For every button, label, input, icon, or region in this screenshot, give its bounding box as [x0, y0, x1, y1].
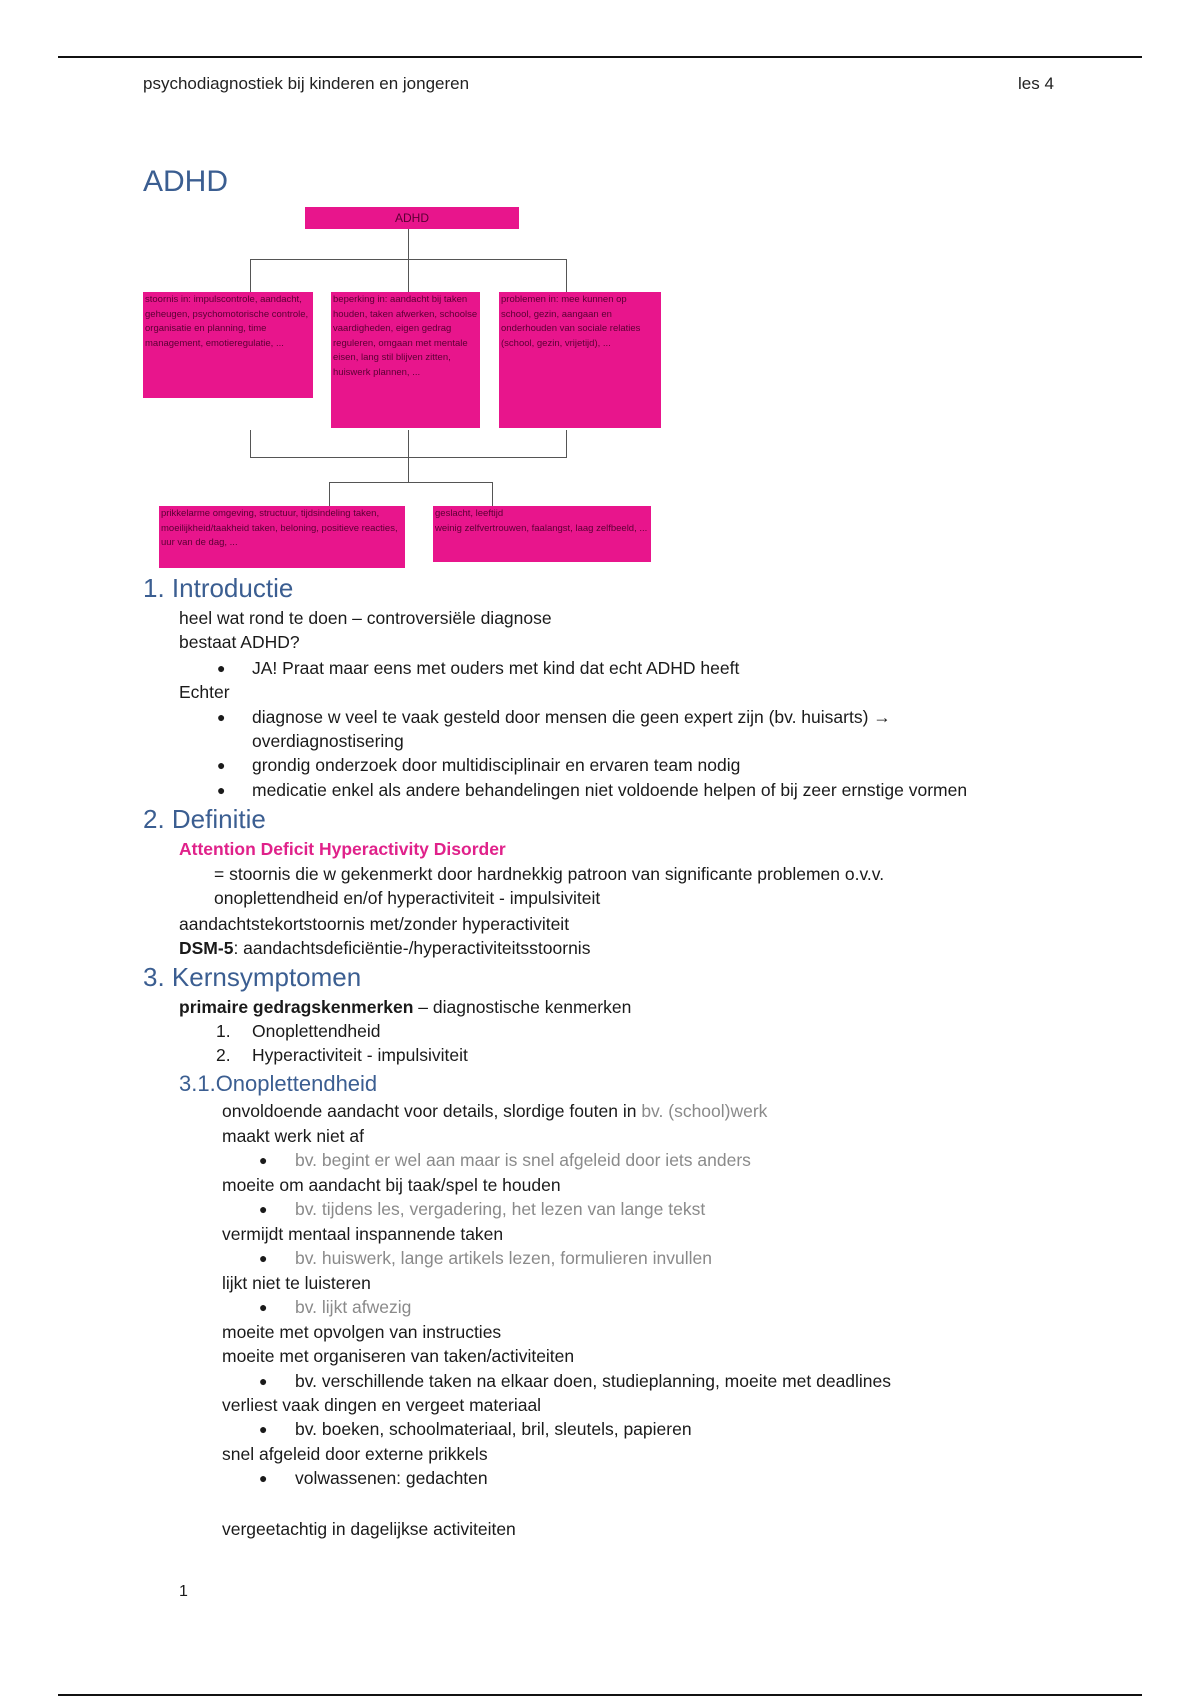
intro-line: heel wat rond te doen – controversiële diagnose [179, 608, 552, 628]
symptom-example: bv. lijkt afwezig [295, 1297, 412, 1317]
symptom-example: bv. (school)werk [641, 1101, 768, 1121]
symptom-line [222, 1101, 767, 1122]
symptom-example: bv. huiswerk, lange artikels lezen, formulieren invullen [295, 1248, 712, 1268]
definition-term: Attention Deficit Hyperactivity Disorder [179, 839, 506, 859]
section-heading-kernsymptomen: 3. Kernsymptomen [143, 962, 362, 992]
symptom-example: bv. verschillende taken na elkaar doen, studieplanning, moeite met deadlines [295, 1371, 892, 1391]
diagram-box-impairment: stoornis in: impulscontrole, aandacht, geheugen, psychomotorische controle, organisatie en planning, time management, emotieregulatie, ... [143, 292, 313, 398]
intro-line: Echter [179, 682, 230, 702]
diagram-box-limitation: beperking in: aandacht bij taken houden, taken afwerken, schoolse vaardigheden, eigen gedrag reguleren, omgaan met mentale eisen, lang stil blijven zitten, huiswerk plannen, ... [331, 292, 480, 428]
symptom-line: moeite met organiseren van taken/activiteiten [222, 1346, 575, 1366]
diagram-connector [250, 430, 251, 457]
kern-lead-bold: primaire gedragskenmerken [179, 997, 414, 1017]
bullet-icon: ● [217, 782, 226, 798]
symptom-line: moeite om aandacht bij taak/spel te houden [222, 1175, 561, 1195]
intro-bullet-continuation: overdiagnostisering [252, 731, 404, 751]
symptom-example: bv. begint er wel aan maar is snel afgeleid door iets anders [295, 1150, 751, 1170]
subsection-heading-onoplettendheid: 3.1.Onoplettendheid [179, 1071, 378, 1096]
page-title: ADHD [143, 165, 229, 198]
kern-item: Hyperactiviteit - impulsiviteit [252, 1045, 468, 1065]
bullet-icon: ● [259, 1201, 268, 1217]
diagram-connector [329, 482, 493, 483]
symptom-line: vermijdt mentaal inspannende taken [222, 1224, 504, 1244]
symptom-line: maakt werk niet af [222, 1126, 364, 1146]
list-number: 1. [216, 1021, 231, 1041]
symptom-line: moeite met opvolgen van instructies [222, 1322, 502, 1342]
diagram-connector [250, 259, 251, 292]
header-lesson: les 4 [1018, 74, 1054, 93]
section-heading-introductie: 1. Introductie [143, 573, 294, 603]
dsm-label: DSM-5 [179, 938, 234, 958]
symptom-line: vergeetachtig in dagelijkse activiteiten [222, 1519, 516, 1539]
bullet-icon: ● [259, 1299, 268, 1315]
kern-item: Onoplettendheid [252, 1021, 381, 1041]
symptom-line: verliest vaak dingen en vergeet materiaal [222, 1395, 542, 1415]
bullet-icon: ● [259, 1250, 268, 1266]
diagram-connector [408, 229, 409, 259]
kern-lead [179, 997, 631, 1018]
top-rule [58, 56, 1142, 58]
symptom-line: lijkt niet te luisteren [222, 1273, 371, 1293]
intro-line: bestaat ADHD? [179, 632, 300, 652]
symptom-example: bv. tijdens les, vergadering, het lezen van lange tekst [295, 1199, 706, 1219]
bullet-icon: ● [217, 757, 226, 773]
intro-bullet: JA! Praat maar eens met ouders met kind dat echt ADHD heeft [252, 658, 740, 678]
kern-lead-rest: – diagnostische kenmerken [413, 997, 632, 1017]
diagram-connector [492, 482, 493, 506]
symptom-example: volwassenen: gedachten [295, 1468, 488, 1488]
bullet-icon: ● [259, 1373, 268, 1389]
symptom-line: snel afgeleid door externe prikkels [222, 1444, 488, 1464]
intro-bullet: grondig onderzoek door multidisciplinair en ervaren team nodig [252, 755, 741, 775]
diagram-connector [566, 430, 567, 457]
bullet-icon: ● [259, 1421, 268, 1437]
definition-line: = stoornis die w gekenmerkt door hardnekkig patroon van significante problemen o.v.v. [214, 864, 885, 884]
definition-line: onoplettendheid en/of hyperactiviteit - impulsiviteit [214, 888, 601, 908]
diagram-box-person: geslacht, leeftijd weinig zelfvertrouwen, faalangst, laag zelfbeeld, ... [433, 506, 651, 562]
bullet-icon: ● [217, 709, 226, 725]
diagram-box-environment: prikkelarme omgeving, structuur, tijdsindeling taken, moeilijkheid/taakheid taken, beloning, positieve reacties, uur van de dag, ... [159, 506, 405, 568]
header-course: psychodiagnostiek bij kinderen en jongeren [143, 74, 470, 93]
symptom-example: bv. boeken, schoolmateriaal, bril, sleutels, papieren [295, 1419, 692, 1439]
diagram-box-top: ADHD [305, 207, 519, 229]
bullet-icon: ● [259, 1470, 268, 1486]
definition-line: aandachtstekortstoornis met/zonder hyperactiviteit [179, 914, 570, 934]
diagram-box-problems: problemen in: mee kunnen op school, gezin, aangaan en onderhouden van sociale relaties (school, gezin, vrijetijd), ... [499, 292, 661, 428]
diagram-connector [329, 482, 330, 506]
intro-bullet: medicatie enkel als andere behandelingen niet voldoende helpen of bij zeer ernstige vormen [252, 780, 968, 800]
bottom-rule [58, 1694, 1142, 1696]
dsm-text: : aandachtsdeficiëntie-/hyperactiviteitsstoornis [233, 938, 591, 958]
dsm-line [179, 938, 590, 959]
bullet-icon: ● [217, 660, 226, 676]
diagram-connector [566, 259, 567, 292]
list-number: 2. [216, 1045, 231, 1065]
intro-bullet: diagnose w veel te vaak gesteld door mensen die geen expert zijn (bv. huisarts) → [252, 707, 891, 727]
page-number: 1 [179, 1583, 188, 1600]
diagram-connector [408, 430, 409, 482]
section-heading-definitie: 2. Definitie [143, 804, 266, 834]
diagram-connector [408, 259, 409, 292]
symptom-text: onvoldoende aandacht voor details, slordige fouten in [222, 1101, 642, 1121]
bullet-icon: ● [259, 1152, 268, 1168]
